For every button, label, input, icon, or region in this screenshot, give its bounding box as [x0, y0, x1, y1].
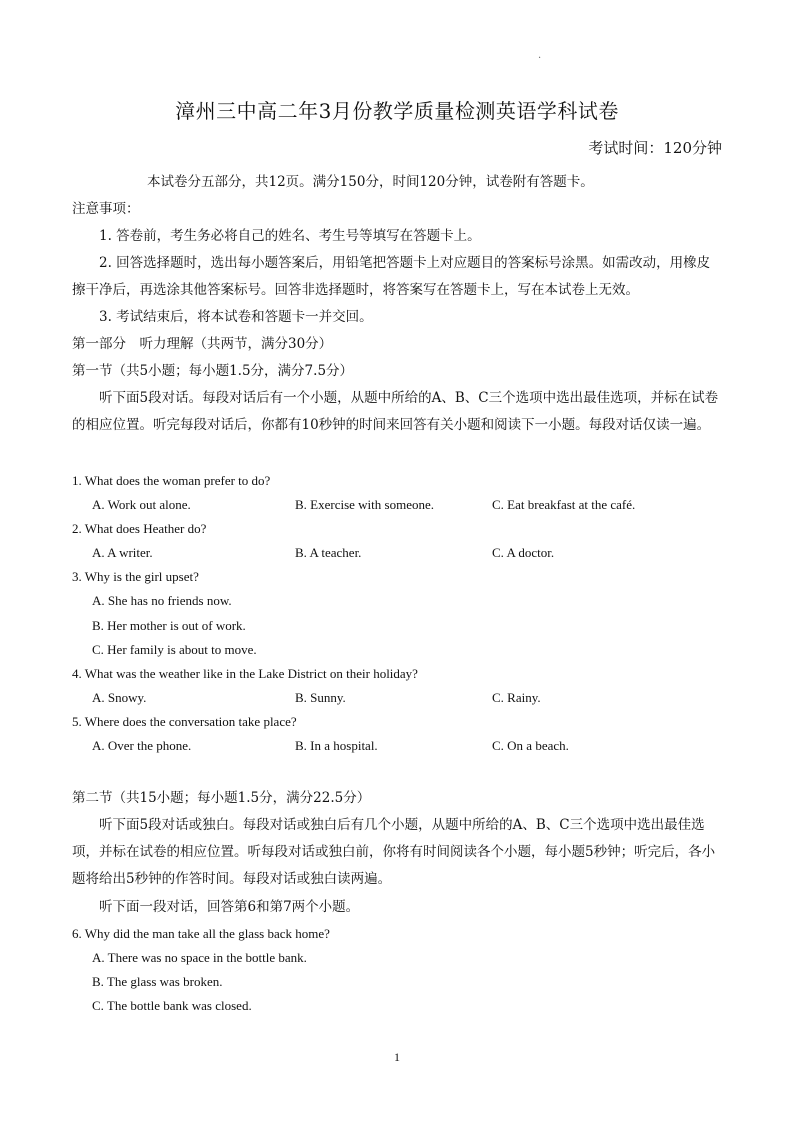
question-stem: 6. Why did the man take all the glass back home?: [72, 926, 330, 941]
document-title: 漳州三中高二年3月份教学质量检测英语学科试卷: [175, 99, 619, 123]
option-b: B. Sunny.: [295, 690, 346, 705]
option-a: A. Over the phone.: [92, 738, 192, 753]
paper-summary: 本试卷分五部分，共12页。满分150分，时间120分钟，试卷附有答题卡。: [147, 174, 594, 190]
corner-mark: .: [538, 50, 542, 61]
option-a: A. She has no friends now.: [92, 593, 232, 608]
option-b: B. The glass was broken.: [92, 974, 223, 989]
option-a: A. There was no space in the bottle bank.: [92, 950, 307, 965]
option-b: B. In a hospital.: [295, 738, 378, 753]
note-item: 1. 答卷前，考生务必将自己的姓名、考生号等填写在答题卡上。: [99, 228, 481, 244]
question-stem: 2. What does Heather do?: [72, 521, 207, 536]
option-c: C. The bottle bank was closed.: [92, 998, 252, 1013]
option-a: A. Work out alone.: [92, 497, 191, 512]
option-a: A. A writer.: [92, 545, 153, 560]
section1-instructions: 听下面5段对话。每段对话后有一个小题，从题中所给的A、B、C三个选项中选出最佳选项，并标在试卷的相应位置。听完每段对话后，你都有10秒钟的时间来回答有关小题和阅读下一小题。每段对话仅读一遍。: [72, 390, 719, 433]
note-item: 3. 考试结束后，将本试卷和答题卡一并交回。: [99, 309, 373, 325]
option-c: C. Eat breakfast at the café.: [492, 497, 636, 512]
option-a: A. Snowy.: [92, 690, 147, 705]
question-stem: 4. What was the weather like in the Lake District on their holiday?: [72, 666, 418, 681]
part1-heading: 第一部分 听力理解（共两节，满分30分）: [72, 336, 333, 352]
exam-time: 考试时间：120分钟: [588, 139, 722, 157]
note-item: 2. 回答选择题时，选出每小题答案后，用铅笔把答题卡上对应题目的答案标号涂黑。如需改动，用橡皮擦干净后，再选涂其他答案标号。回答非选择题时，将答案写在答题卡上，写在本试卷上无效。: [72, 255, 711, 298]
page-number: 1: [394, 1050, 400, 1064]
section2-instructions: 听下面5段对话或独白。每段对话或独白后有几个小题，从题中所给的A、B、C三个选项中选出最佳选项，并标在试卷的相应位置。听每段对话或独白前，你将有时间阅读各个小题，每小题5秒钟；听完后，各小题将给出5秒钟的作答时间。每段对话或独白读两遍。: [72, 817, 716, 887]
section2-heading: 第二节（共15小题；每小题1.5分，满分22.5分）: [72, 790, 371, 806]
option-c: C. Rainy.: [492, 690, 541, 705]
option-b: B. A teacher.: [295, 545, 362, 560]
question-stem: 3. Why is the girl upset?: [72, 569, 199, 584]
question-stem: 5. Where does the conversation take place?: [72, 714, 297, 729]
option-c: C. Her family is about to move.: [92, 642, 257, 657]
notes-heading: 注意事项：: [72, 201, 140, 217]
option-b: B. Exercise with someone.: [295, 497, 434, 512]
option-c: C. On a beach.: [492, 738, 569, 753]
question-stem: 1. What does the woman prefer to do?: [72, 473, 271, 488]
section1-heading: 第一节（共5小题；每小题1.5分，满分7.5分）: [72, 363, 354, 379]
section2-subinstruction: 听下面一段对话，回答第6和第7两个小题。: [99, 899, 360, 915]
option-b: B. Her mother is out of work.: [92, 618, 246, 633]
option-c: C. A doctor.: [492, 545, 555, 560]
